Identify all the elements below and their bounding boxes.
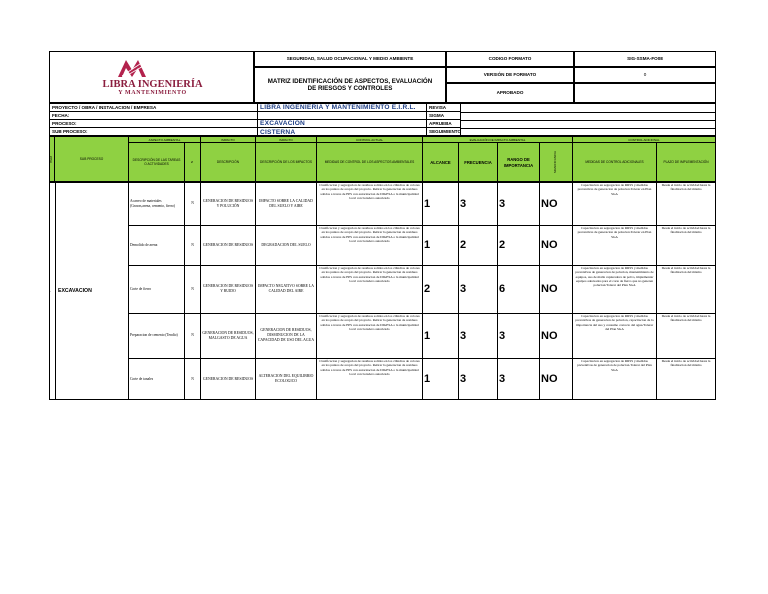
row-1-plazo — [657, 182, 716, 225]
row-1-control — [317, 182, 423, 225]
column-header-8 — [459, 143, 498, 182]
group-header-3: CONTROL ACTUAL — [317, 137, 423, 143]
cell-text: NO — [541, 197, 558, 210]
cell-text: 1 — [424, 197, 431, 210]
logo-box — [49, 51, 254, 103]
subproceso-label: EXCAVACION — [58, 288, 92, 294]
info-value-proceso: EXCAVACION — [258, 120, 426, 128]
cell-text: 3 — [460, 283, 467, 295]
cell-text: Capacitacion en segregacion de RRSS y medidas preventivas de generacion de polucion.Tolerar en Plan SGA — [577, 183, 652, 196]
group-header-5: CONTROL ADICIONAL — [573, 137, 716, 143]
row-4-alcance — [423, 313, 459, 358]
cell-text: Desde el inicio de actividad hasta la finalizacion del mismo — [661, 266, 711, 275]
cell-text: 1 — [424, 329, 431, 342]
column-header-12 — [657, 143, 716, 182]
cell-text: N — [191, 333, 194, 338]
row-3-aspecto — [201, 265, 256, 313]
row-3-tarea — [129, 265, 185, 313]
row-1-frecuencia — [459, 182, 498, 225]
cell-text: ALTERACION DEL EQUILIBRIO ECOLOGICO — [258, 374, 314, 383]
column-header-3 — [185, 143, 201, 182]
row-4-adicional — [573, 313, 657, 358]
cell-text: Demolido de arena — [130, 242, 158, 247]
row-1-impacto — [256, 182, 317, 225]
row-5-cond — [185, 358, 201, 400]
row-2-rango — [498, 225, 540, 265]
aprobado-value — [574, 83, 716, 103]
column-header-text: DESCRIPCIÓN DE LOS IMPACTOS — [260, 159, 312, 164]
cell-text: Corte de fierro — [130, 286, 152, 291]
column-header-text: DESCRIPCIÓN DE LAS TAREAS O ACTIVIDADES — [132, 157, 181, 166]
cell-text: 3 — [460, 197, 467, 210]
right-label-seguimiento: SEGUIMIENTO — [429, 129, 462, 135]
group-header-0: ASPECTO AMBIENTAL — [129, 137, 201, 143]
row-5-impacto — [256, 358, 317, 400]
row-2-alcance — [423, 225, 459, 265]
column-header-7 — [423, 143, 459, 182]
cell-text: N — [191, 201, 194, 206]
cell-text: Capacitacion en segregacion de RRSS y medidas preventivas de generacion de polucion, mantenimiento de equipos, uso de malla capturadora de polvo, implementar equipos adecuados para el corte de fierro que no generen polucion/Tolerar del Plan SGA — [575, 266, 654, 287]
row-5-aspecto — [201, 358, 256, 400]
cell-text: Desde el inicio de actividad hasta la finalizacion del mismo — [661, 359, 711, 368]
cell-text: 2 — [499, 239, 506, 251]
cell-text: GENERACION DE RESIDUOS Y RUIDO — [202, 284, 254, 293]
cell-text: 3 — [499, 373, 506, 385]
row-2-sig — [540, 225, 573, 265]
row-1-rango — [498, 182, 540, 225]
column-header-11 — [573, 143, 657, 182]
row-2-control — [317, 225, 423, 265]
column-header-text: N — [189, 161, 194, 164]
right-label-revisa: REVISA — [427, 104, 461, 112]
row-1-tarea — [129, 182, 185, 225]
column-header-5 — [256, 143, 317, 182]
cell-text: 2 — [424, 283, 431, 295]
cell-text: DEGRADACION DEL SUELO — [261, 242, 311, 247]
row-2-plazo — [657, 225, 716, 265]
row-3-control — [317, 265, 423, 313]
info-label-fecha: FECHA: — [50, 112, 257, 120]
column-header-9 — [498, 143, 540, 182]
cell-text: Capacitacion en segregacion de RRSS y medidas preventivas de generacion de polucion, capacitacion de la importancia del uso y consumo correcto del agua/Tolerar del Plan SGA — [575, 314, 654, 331]
row-3-cond — [185, 265, 201, 313]
row-2-frecuencia — [459, 225, 498, 265]
row-2-tarea — [129, 225, 185, 265]
row-dot: · — [50, 289, 52, 294]
right-label-aprueba: APRUEBA — [427, 120, 461, 128]
cell-text: N — [191, 286, 194, 291]
cell-text: Preparacion de cemento (Tendio) — [130, 333, 178, 338]
row-4-aspecto — [201, 313, 256, 358]
cell-text: GENERACION DE RESIDUOS Y POLUCIÓN — [202, 198, 254, 208]
row-1-cond — [185, 182, 201, 225]
group-header-4: EVALUACIÓN DE IMPACTO AMBIENTAL — [423, 137, 573, 143]
row-5-alcance — [423, 358, 459, 400]
department-title: SEGURIDAD, SALUD OCUPACIONAL Y MEDIO AMBIENTE — [254, 51, 446, 67]
row-4-sig — [540, 313, 573, 358]
row-3-frecuencia — [459, 265, 498, 313]
row-3-plazo — [657, 265, 716, 313]
info-label-proceso: PROCESO: — [50, 120, 257, 128]
cell-text: 3 — [460, 373, 467, 385]
cell-text: GENERACION DE RESIDUOS — [202, 242, 254, 247]
column-header-text: SIGNIFICANCIA — [553, 151, 558, 174]
row-2-cond — [185, 225, 201, 265]
row-2-impacto — [256, 225, 317, 265]
column-header-text: ALCANCE — [430, 159, 451, 165]
row-5-frecuencia — [459, 358, 498, 400]
column-header-text: FRECUENCIA — [464, 159, 492, 165]
cell-text: Clasificacion y segregacion de residuos solidos en los cilindros de colores en los puntos de acopio del proyecto. Retirar la generacion de residuos solidos a traves de EPS con autorizacion de DIGESA o la municipalidad local con botadero autorizado — [319, 183, 420, 200]
cell-text: 1 — [424, 373, 431, 385]
column-header-1 — [55, 137, 129, 182]
row-5-tarea — [129, 358, 185, 400]
row-1-alcance — [423, 182, 459, 225]
aprobado-label: APROBADO — [446, 83, 574, 103]
cell-text: Capacitacion en segregacion de RRSS y medidas preventivas de generacion de polucion.Tolerar en Plan SGA — [577, 226, 652, 239]
row-1-adicional — [573, 182, 657, 225]
column-header-text: SUB PROCESO — [79, 156, 104, 161]
group-header-1: IMPACTO — [201, 137, 256, 143]
row-3-alcance — [423, 265, 459, 313]
cell-text: N — [191, 376, 194, 381]
info-value-fecha — [258, 112, 426, 120]
row-5-adicional — [573, 358, 657, 400]
group-header-2: IMPACTO — [256, 137, 317, 143]
cell-text: Clasificacion y segregacion de residuos solidos en los cilindros de colores en los puntos de acopio del proyecto. Retirar la generacion de residuos solidos a traves de EPS con autorizacion de DIGESA o la municipalidad local con botadero autorizado — [319, 359, 420, 376]
cell-text: Capacitacion en segregacion de RRSS y medidas preventivas de generacion de polucion.Tolerar del Plan SGA — [577, 359, 652, 372]
row-2-adicional — [573, 225, 657, 265]
info-label-proyecto: PROYECTO / OBRA / INSTALACION / EMPRESA — [50, 104, 257, 112]
column-header-10 — [540, 143, 573, 182]
codigo-label: CODIGO FORMATO — [446, 51, 574, 67]
row-3-rango — [498, 265, 540, 313]
cell-text: 6 — [499, 283, 506, 295]
cell-text: 3 — [460, 329, 467, 342]
column-header-text: MEDIDAS DE CONTROL ADICIONALES — [585, 159, 644, 164]
info-value-subproceso: CISTERNA — [260, 128, 296, 136]
column-header-text: RANGO DE IMPORTANCIA — [503, 157, 534, 168]
row-3-impacto — [256, 265, 317, 313]
row-1-sig — [540, 182, 573, 225]
logo-name: LIBRA INGENIERÍA — [102, 79, 203, 90]
codigo-value: SIG-SSMA-FO08 — [574, 51, 716, 67]
info-value-proyecto: LIBRA INGENIERIA Y MANTENIMIENTO E.I.R.L. — [258, 104, 426, 112]
cell-text: NO — [541, 373, 558, 385]
cell-text: Acarreo de materiales (Gravas,arena, cemento, fierro) — [130, 199, 175, 208]
cell-text: NO — [541, 329, 558, 342]
cell-text: IMPACTO NEGATIVO SOBRE LA CALIDAD DEL AIRE — [257, 284, 314, 293]
column-header-text: ITEM — [48, 155, 53, 164]
cell-text: GENERACION DE RESIDUOS — [202, 376, 254, 381]
cell-text: GENERACION DE RESIDUOS, DISMINUCION DE LA CAPACIDAD DE USO DEL AGUA — [257, 328, 315, 342]
cell-text: Desde el inicio de actividad hasta la finalizacion del mismo — [661, 314, 711, 323]
cell-text: Clasificacion y segregacion de residuos solidos en los cilindros de colores en los puntos de acopio del proyecto. Retirar la generacion de residuos solidos a traves de EPS con autorizacion de DIGESA o la municipalidad local con botadero autorizado — [319, 226, 420, 243]
row-4-tarea — [129, 313, 185, 358]
libra-logo-icon — [116, 56, 148, 78]
cell-text: NO — [541, 239, 558, 251]
cell-text: Clasificacion y segregacion de residuos solidos en los cilindros de colores en los puntos de acopio del proyecto. Retirar la generacion de residuos solidos a traves de EPS con autorizacion de DIGESA o la municipalidad local con botadero autorizado — [319, 314, 420, 331]
column-header-2 — [129, 143, 185, 182]
column-header-text: DESCRIPCIÓN — [216, 159, 240, 164]
row-5-rango — [498, 358, 540, 400]
version-value: 0 — [574, 67, 716, 83]
row-4-impacto — [256, 313, 317, 358]
version-label: VERSIÓN DE FORMATO — [446, 67, 574, 83]
cell-text: 1 — [424, 239, 431, 251]
info-label-subproceso: SUB PROCESO: — [52, 129, 88, 135]
row-5-plazo — [657, 358, 716, 400]
cell-text: Corte de tanales — [130, 376, 154, 381]
cell-text: Desde el inicio de actividad hasta la finalizacion del mismo — [661, 226, 711, 235]
cell-text: 2 — [460, 239, 467, 251]
cell-text: N — [191, 242, 194, 247]
cell-text: NO — [541, 283, 558, 295]
row-4-cond — [185, 313, 201, 358]
row-2-aspecto — [201, 225, 256, 265]
row-4-control — [317, 313, 423, 358]
document-title: MATRIZ IDENTIFICACIÓN DE ASPECTOS, EVALUACIÓN DE RIESGOS Y CONTROLES — [254, 67, 446, 103]
cell-text: GENERACION DE RESIDUOS, MALGASTO DE AGUA — [202, 330, 254, 340]
column-header-text: PLAZO DE IMPLEMENTACIÓN — [663, 159, 709, 164]
cell-text: 3 — [499, 329, 506, 342]
cell-text: IMPACTO SOBRE LA CALIDAD DEL SUELO Y AIRE — [259, 198, 313, 208]
row-1-aspecto — [201, 182, 256, 225]
row-4-plazo — [657, 313, 716, 358]
cell-text: Clasificacion y segregacion de residuos solidos en los cilindros de colores en los puntos de acopio del proyecto. Retirar la generacion de residuos solidos a traves de EPS con autorizacion de DIGESA o la municipalidad local con botadero autorizado — [319, 266, 420, 283]
cell-text: Desde el inicio de actividad hasta la finalizacion del mismo — [661, 183, 711, 192]
row-3-adicional — [573, 265, 657, 313]
column-header-text: MEDIDAS DE CONTROL DE LOS ASPECTOS AMBIENTALES — [324, 159, 415, 164]
row-4-frecuencia — [459, 313, 498, 358]
cell-text: 3 — [499, 197, 506, 210]
row-3-sig — [540, 265, 573, 313]
row-4-rango — [498, 313, 540, 358]
logo-tagline: Y MANTENIMIENTO — [118, 90, 187, 96]
column-header-6 — [317, 143, 423, 182]
right-label-sigma: SIGMA — [427, 112, 461, 120]
row-5-control — [317, 358, 423, 400]
row-5-sig — [540, 358, 573, 400]
column-header-4 — [201, 143, 256, 182]
